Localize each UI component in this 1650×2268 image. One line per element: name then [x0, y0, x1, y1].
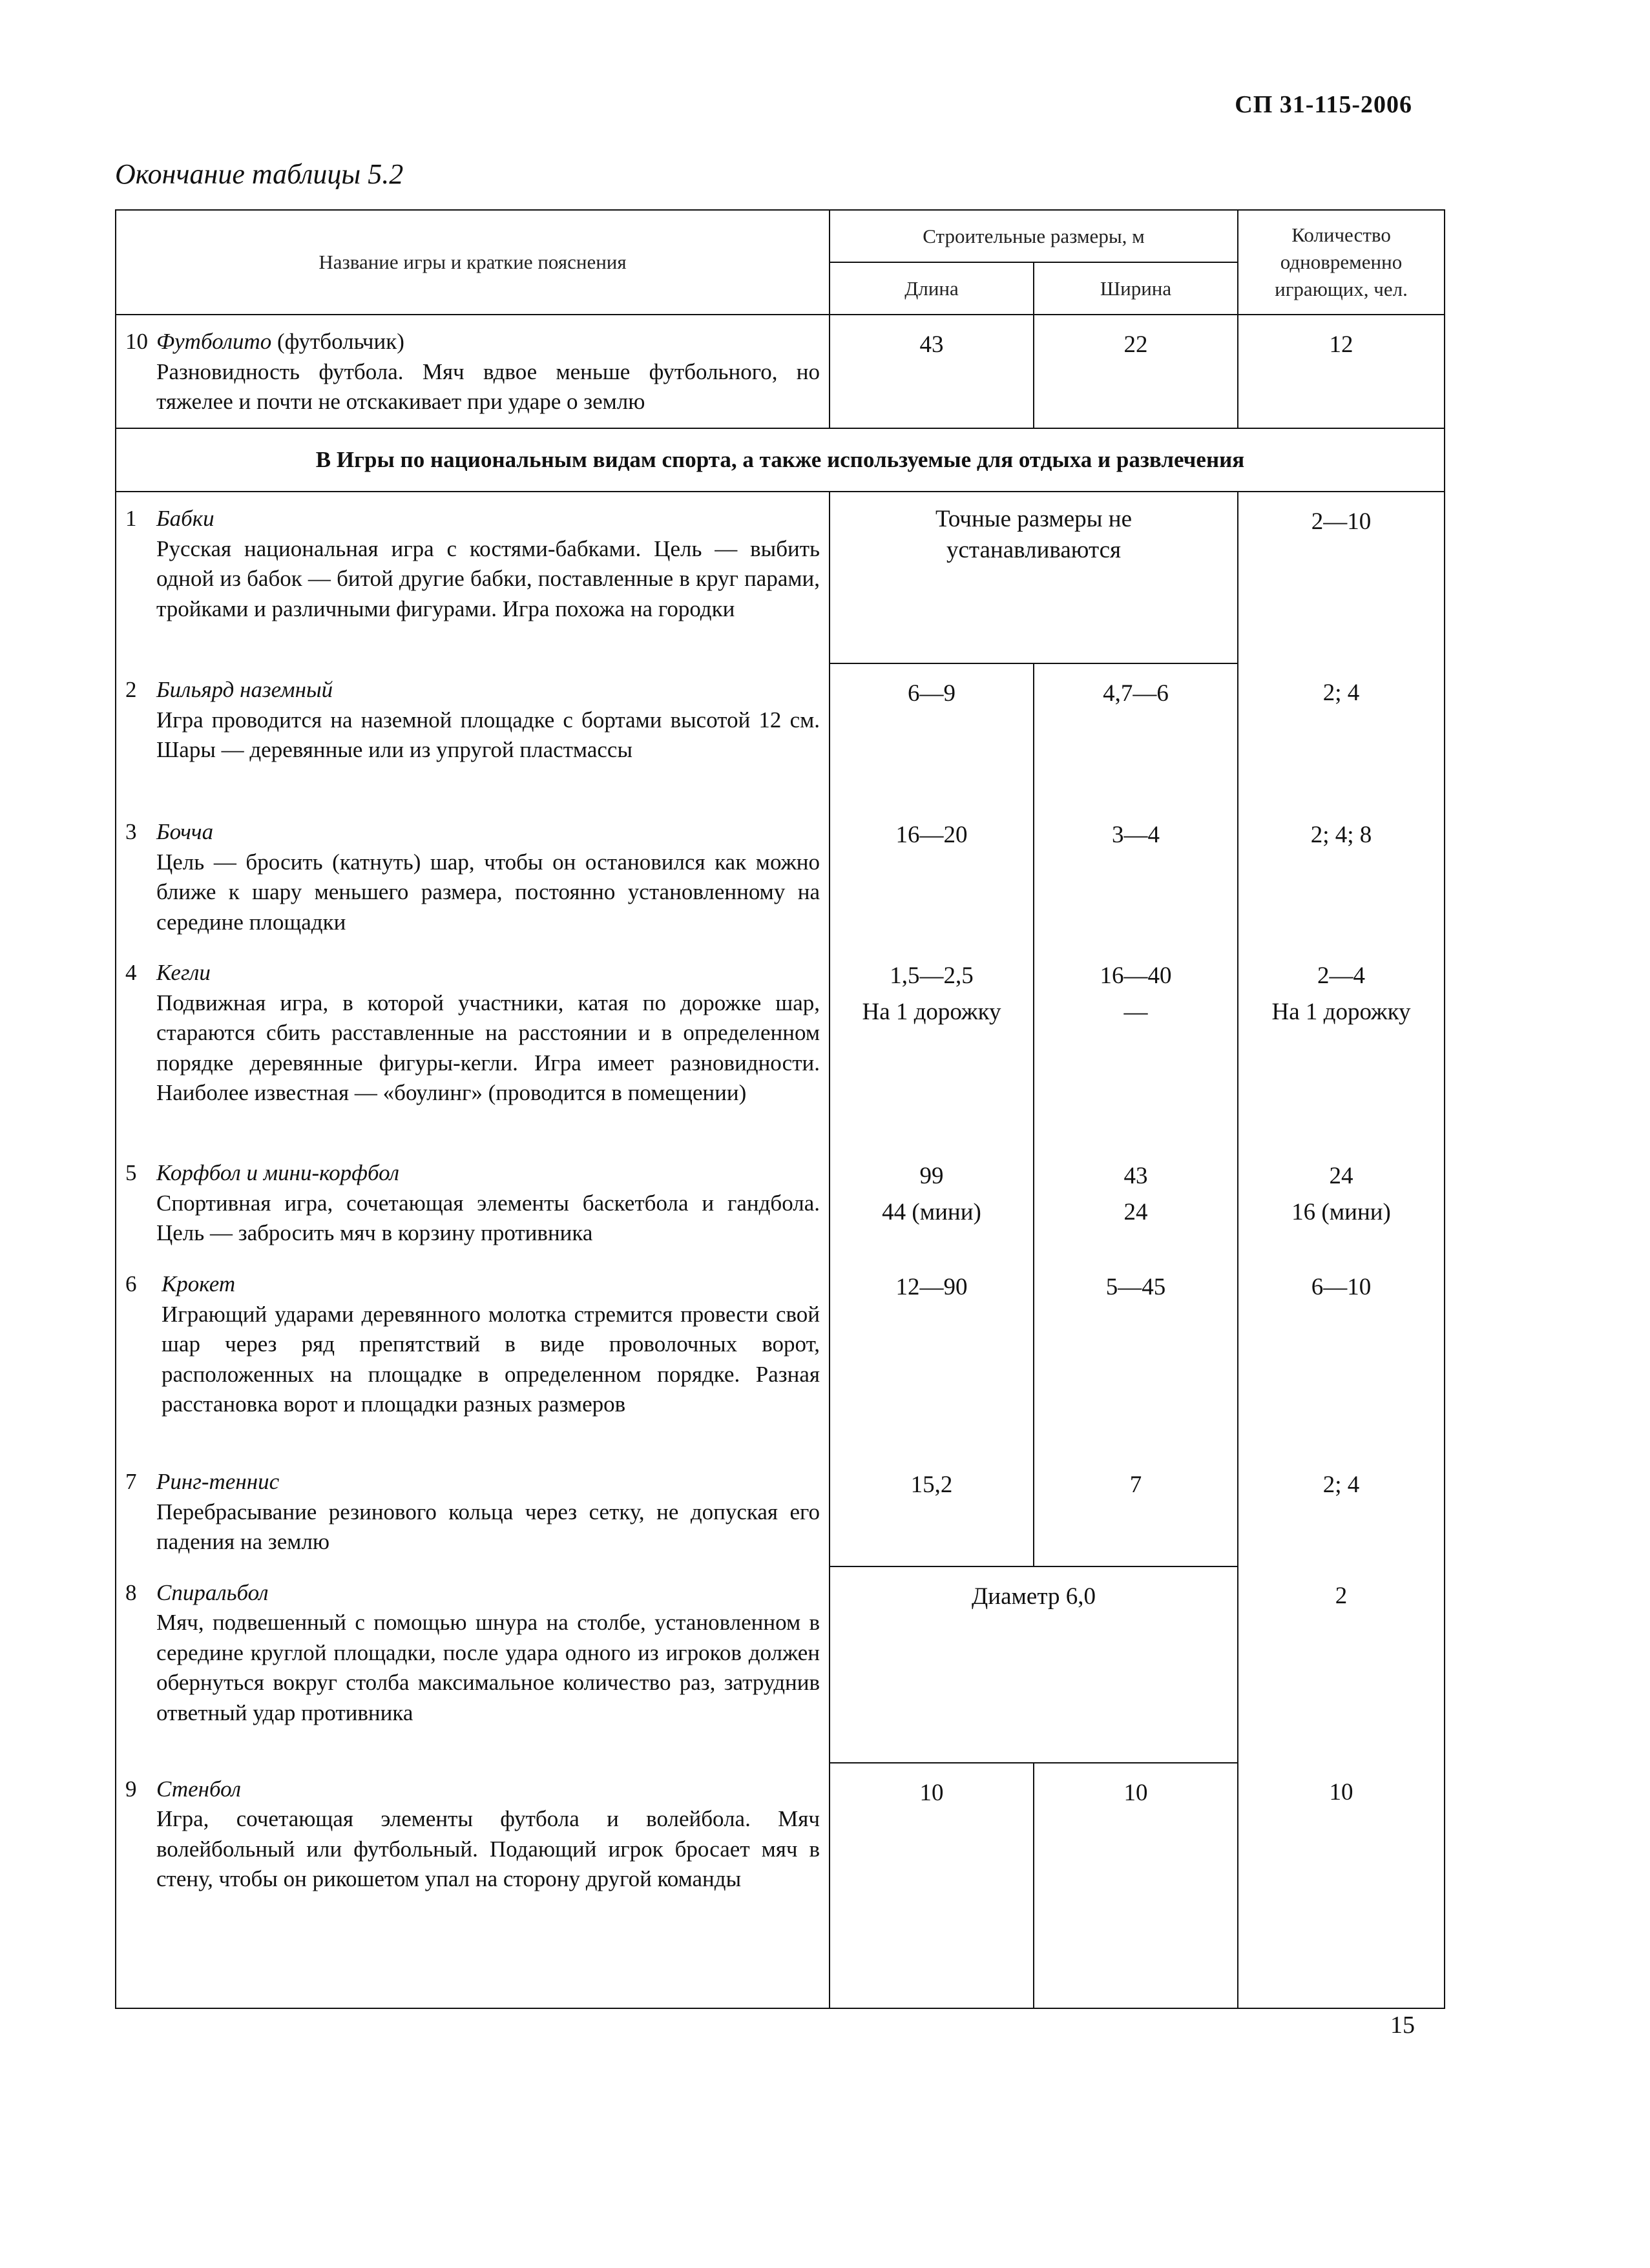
width-note: 24 — [1123, 1199, 1148, 1226]
row-description — [116, 1763, 830, 2008]
game-title: Корфбол и мини-корфбол — [156, 1160, 400, 1186]
row-number: 9 — [125, 1776, 137, 1802]
length-cell: 6—9 — [830, 663, 1034, 806]
width-cell: 10 — [1034, 1763, 1238, 2008]
row-description — [116, 663, 830, 806]
header-dimensions: Строительные размеры, м — [830, 210, 1238, 262]
table-row — [116, 663, 1445, 806]
game-title: Крокет — [162, 1271, 236, 1297]
row-description — [116, 315, 830, 428]
width-cell: 5—45 — [1034, 1258, 1238, 1455]
row-number: 7 — [125, 1469, 137, 1495]
length-cell — [830, 946, 1034, 1147]
game-description: Подвижная игра, в которой участники, катая по дорожке шар, стараются сбить расставленные на расстоянии и в определенном порядке деревянные фигуры-кегли. Игра имеет разновидности. Наиболее известная — «боулинг» (проводится в помещении) — [156, 990, 820, 1106]
table-row — [116, 946, 1445, 1147]
length-cell: 15,2 — [830, 1455, 1034, 1566]
header-width: Ширина — [1034, 262, 1238, 315]
row-number: 8 — [125, 1579, 137, 1605]
row-number: 5 — [125, 1160, 137, 1186]
length-cell: 43 — [830, 315, 1034, 428]
width-cell: 3—4 — [1034, 806, 1238, 946]
game-title: Стенбол — [156, 1776, 242, 1802]
row-description — [116, 1566, 830, 1763]
game-title: Футболито — [156, 329, 272, 354]
table-row — [116, 1455, 1445, 1566]
count-cell: 2; 4 — [1238, 1455, 1445, 1566]
game-description: Спортивная игра, сочетающая элементы баскетбола и гандбола. Цель — забросить мяч в корзину противника — [156, 1190, 820, 1246]
count-note: На 1 дорожку — [1271, 999, 1411, 1026]
width-cell: 22 — [1034, 315, 1238, 428]
game-description: Русская национальная игра с костями-бабками. Цель — выбить одной из бабок — битой другие бабки, поставленные в круг парами, тройками и различными фигурами. Игра похожа на городки — [156, 536, 820, 621]
length-cell: 10 — [830, 1763, 1034, 2008]
game-title: Бочча — [156, 819, 214, 844]
section-row — [116, 428, 1445, 492]
length-note: 44 (мини) — [882, 1199, 981, 1226]
table-row — [116, 492, 1445, 663]
count-cell: 12 — [1238, 315, 1445, 428]
game-title: Кегли — [156, 960, 211, 986]
table-row — [116, 1763, 1445, 2008]
table-row — [116, 806, 1445, 946]
dimensions-merged-cell: Диаметр 6,0 — [830, 1566, 1238, 1763]
row-number: 10 — [125, 329, 148, 354]
row-number: 4 — [125, 960, 137, 986]
count-value: 24 — [1329, 1163, 1353, 1190]
section-heading: В Игры по национальным видам спорта, а также используемые для отдыха и развлечения — [116, 428, 1445, 492]
length-note: На 1 дорожку — [862, 999, 1001, 1026]
header-game-name: Название игры и краткие пояснения — [116, 210, 830, 315]
count-cell: 2; 4 — [1238, 663, 1445, 806]
games-table — [115, 209, 1445, 2009]
game-description: Игра, сочетающая элементы футбола и волейбола. Мяч волейбольный или футбольный. Подающий игрок бросает мяч в стену, чтобы он рикошетом упал на сторону другой команды — [156, 1806, 820, 1892]
length-value: 1,5—2,5 — [890, 962, 974, 990]
game-description: Цель — бросить (катнуть) шар, чтобы он остановился как можно ближе к шару меньшего размера, постоянно установленному на середине площадки — [156, 849, 820, 935]
length-value: 99 — [919, 1163, 944, 1190]
count-cell: 2; 4; 8 — [1238, 806, 1445, 946]
game-description: Играющий ударами деревянного молотка стремится провести свой шар через ряд препятствий в виде проволочных ворот, расположенных на площадке в определенном порядке. Разная расстановка ворот и площадки разных размеров — [162, 1301, 820, 1417]
row-description — [116, 1147, 830, 1258]
game-title: Ринг-теннис — [156, 1469, 280, 1495]
table-caption: Окончание таблицы 5.2 — [115, 158, 404, 190]
row-description — [116, 806, 830, 946]
page-number: 15 — [1390, 2012, 1415, 2039]
game-title: Спиральбол — [156, 1579, 269, 1605]
count-cell: 6—10 — [1238, 1258, 1445, 1455]
count-cell: 2 — [1238, 1566, 1445, 1763]
length-cell: 16—20 — [830, 806, 1034, 946]
count-value: 2—4 — [1317, 962, 1366, 990]
count-cell: 2—10 — [1238, 492, 1445, 663]
row-description — [116, 492, 830, 663]
row-number: 3 — [125, 819, 137, 844]
row-description — [116, 1258, 830, 1455]
header-player-count: Количество одновременно играющих, чел. — [1238, 210, 1445, 315]
row-number: 2 — [125, 677, 137, 702]
game-description: Игра проводится на наземной площадке с бортами высотой 12 см. Шары — деревянные или из упругой пластмассы — [156, 707, 820, 763]
header-length: Длина — [830, 262, 1034, 315]
row-description — [116, 1455, 830, 1566]
game-description: Мяч, подвешенный с помощью шнура на столбе, установленном в середине круглой площадки, после удара одного из игроков должен обернуться вокруг столба максимальное количество раз, затруднив ответный удар противника — [156, 1610, 820, 1726]
game-title: Бабки — [156, 506, 214, 531]
width-cell: 7 — [1034, 1455, 1238, 1566]
row-number: 1 — [125, 506, 137, 531]
document-code: СП 31-115-2006 — [1235, 91, 1412, 118]
row-description — [116, 946, 830, 1147]
width-value: 16—40 — [1100, 962, 1172, 990]
width-value: 43 — [1123, 1163, 1148, 1190]
table-row — [116, 1258, 1445, 1455]
game-description: Разновидность футбола. Мяч вдвое меньше футбольного, но тяжелее и почти не отскакивает при ударе о землю — [156, 359, 820, 415]
width-cell — [1034, 1147, 1238, 1258]
game-title: Бильярд наземный — [156, 677, 333, 702]
table-row — [116, 315, 1445, 428]
count-cell — [1238, 946, 1445, 1147]
game-title-extra: (футбольчик) — [271, 329, 404, 354]
count-cell: 10 — [1238, 1763, 1445, 2008]
table-row — [116, 1147, 1445, 1258]
count-cell — [1238, 1147, 1445, 1258]
width-note: — — [1123, 999, 1148, 1026]
row-number: 6 — [125, 1271, 137, 1297]
table-row — [116, 1566, 1445, 1763]
count-note: 16 (мини) — [1291, 1199, 1391, 1226]
width-cell — [1034, 946, 1238, 1147]
length-cell — [830, 1147, 1034, 1258]
length-cell: 12—90 — [830, 1258, 1034, 1455]
dimensions-merged-cell: Точные размеры не устанавливаются — [830, 492, 1238, 663]
width-cell: 4,7—6 — [1034, 663, 1238, 806]
game-description: Перебрасывание резинового кольца через сетку, не допуская его падения на землю — [156, 1499, 820, 1555]
